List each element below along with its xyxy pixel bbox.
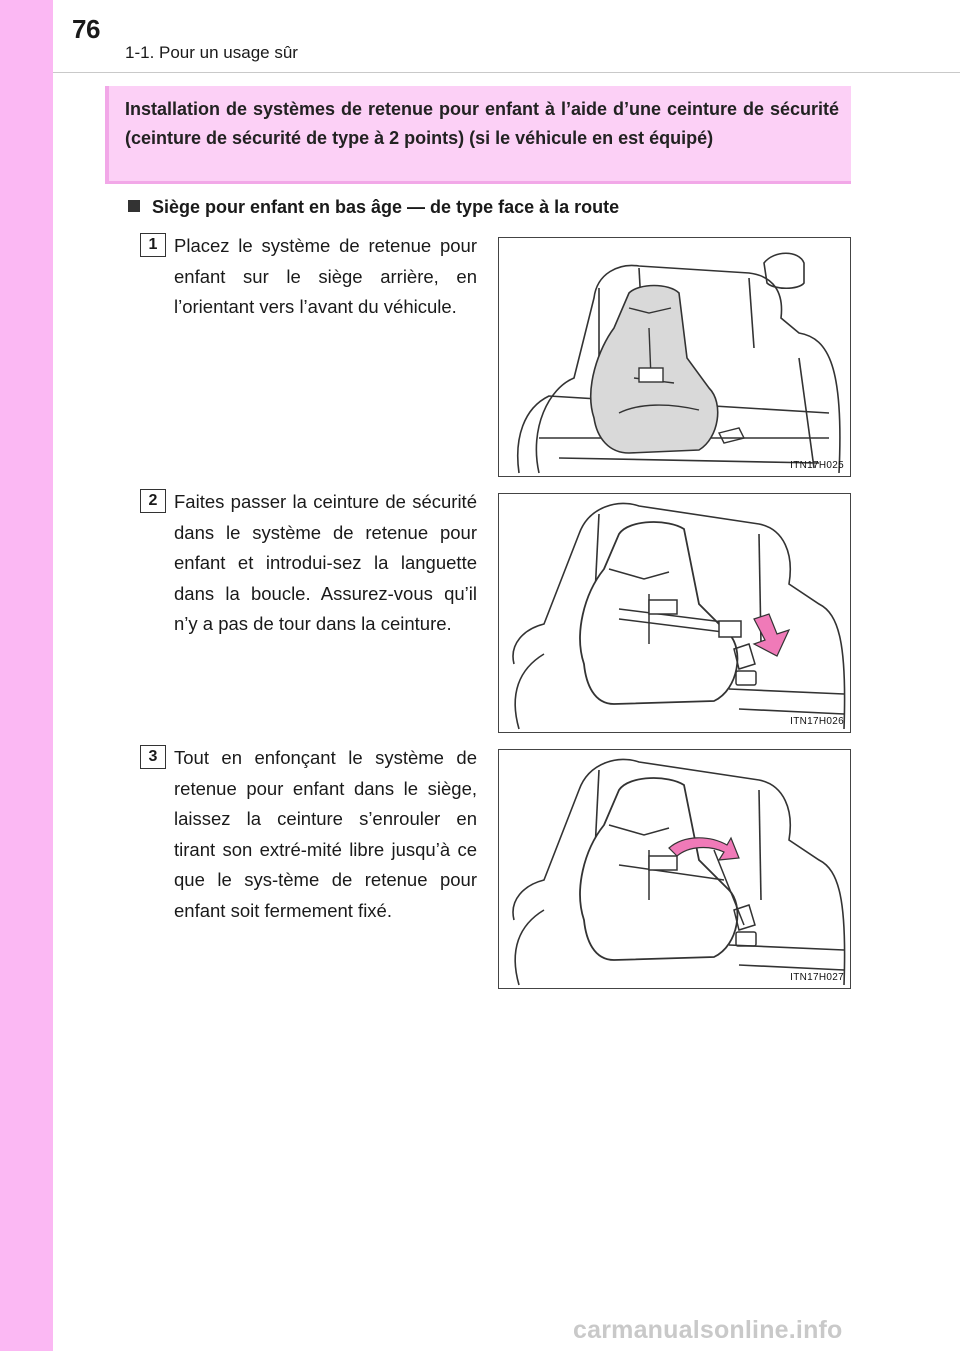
section-heading-box [105,86,851,184]
belt-tightening-illustration [499,750,851,989]
figure-code: ITN17H027 [790,972,844,983]
square-bullet-icon [128,200,140,212]
step-text-1: Placez le système de retenue pour enfant sur le siège arrière, en l’orientant vers l’avant du véhicule. [174,235,477,317]
section-tab-bar [0,0,53,1351]
section-title: Installation de systèmes de retenue pour enfant à l’aide d’une ceinture de sécurité (ceinture de sécurité de type à 2 points) (si le véhicule en est équipé) [125,99,839,148]
figure-step-3 [498,749,851,989]
subheading [128,197,619,218]
subheading-text: Siège pour enfant en bas âge — de type face à la route [152,197,620,217]
step-number-3: 3 [140,745,166,769]
page-number: 76 [72,14,100,44]
figure-code: ITN17H026 [790,716,844,727]
child-seat-placement-illustration [499,238,851,477]
header-divider [53,72,960,73]
running-head: 1-1. Pour un usage sûr [125,43,298,62]
step-text-2: Faites passer la ceinture de sécurité dans le système de retenue pour enfant et introdui-sez la languette dans la boucle. Assurez-vous qu’il n’y a pas de tour dans la ceinture. [174,491,477,634]
step-text-3: Tout en enfonçant le système de retenue pour enfant dans le siège, laissez la ceinture s’enrouler en tirant son extré-mité libre jusqu’à ce que le sys-tème de retenue pour enfant soit fermement fixé. [174,747,477,921]
step-number-2: 2 [140,489,166,513]
figure-step-1 [498,237,851,477]
belt-buckle-illustration [499,494,851,733]
figure-step-2 [498,493,851,733]
figure-code: ITN17H025 [790,460,844,471]
watermark: carmanualsonline.info [573,1316,843,1344]
step-number-1: 1 [140,233,166,257]
